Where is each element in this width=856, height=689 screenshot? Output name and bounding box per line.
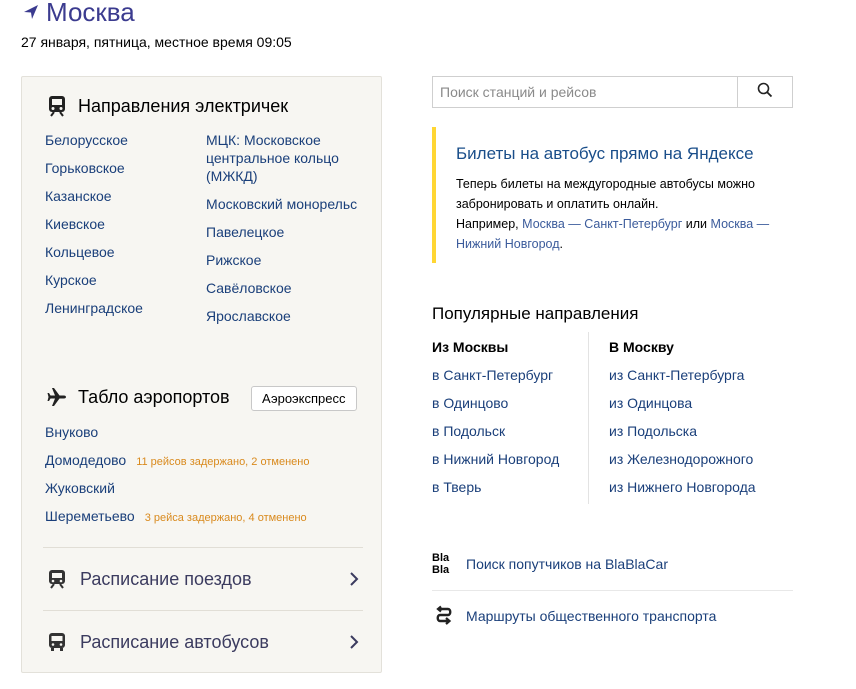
airport-row	[45, 452, 309, 468]
train-icon	[46, 95, 68, 117]
direction-link[interactable]: Белорусское	[45, 132, 128, 148]
promo-end: .	[559, 237, 563, 251]
search-box	[432, 76, 793, 108]
airport-row	[45, 480, 115, 496]
direction-link[interactable]: Ярославское	[206, 308, 291, 324]
route-link[interactable]: из Одинцова	[609, 395, 693, 411]
bus-schedule-label[interactable]: Расписание автобусов	[80, 631, 269, 652]
blablacar-link[interactable]: Поиск попутчиков на BlaBlaCar	[466, 556, 668, 572]
train-icon	[46, 569, 68, 589]
train-schedule-row[interactable]	[46, 559, 361, 599]
airplane-icon	[46, 386, 68, 408]
airports-section-title: Табло аэропортов	[78, 386, 230, 407]
promo-route-link[interactable]: Москва — Санкт-Петербург	[522, 217, 683, 231]
trains-section-title: Направления электричек	[78, 95, 289, 116]
route-link[interactable]: в Санкт-Петербург	[432, 367, 554, 383]
blablacar-row	[432, 552, 668, 576]
delay-status: 3 рейса задержано, 4 отменено	[144, 512, 307, 524]
route-link[interactable]: из Санкт-Петербурга	[609, 367, 745, 383]
date-time-line: 27 января, пятница, местное время 09:05	[21, 34, 292, 50]
direction-link[interactable]: Савёловское	[206, 280, 292, 296]
chevron-right-icon	[347, 569, 361, 589]
direction-link[interactable]: Кольцевое	[45, 244, 115, 260]
location-header	[22, 0, 135, 28]
promo-route-link[interactable]: Москва — Нижний Новгород	[456, 217, 770, 251]
aeroexpress-button[interactable]: Аэроэкспресс	[251, 386, 357, 411]
transit-row	[432, 605, 716, 627]
promo-prefix: Например,	[456, 217, 523, 231]
direction-link[interactable]: Горьковское	[45, 160, 125, 176]
bus-tickets-promo	[432, 127, 794, 263]
search-input[interactable]	[433, 77, 737, 107]
airport-row	[45, 424, 98, 440]
location-arrow-icon[interactable]	[22, 3, 40, 21]
divider	[43, 610, 363, 611]
city-name[interactable]: Москва	[46, 0, 135, 27]
direction-link[interactable]: Киевское	[45, 216, 105, 232]
promo-text	[456, 174, 786, 254]
train-directions-right	[206, 131, 366, 325]
promo-examples	[456, 214, 786, 254]
to-moscow-heading: В Москву	[609, 339, 674, 355]
route-link[interactable]: из Железнодорожного	[609, 451, 754, 467]
direction-link[interactable]: Рижское	[206, 252, 262, 268]
direction-link[interactable]: Курское	[45, 272, 97, 288]
direction-link[interactable]: Московский монорельс	[206, 196, 358, 212]
airport-row	[45, 508, 307, 524]
to-moscow-list	[609, 338, 756, 506]
from-moscow-list	[432, 338, 559, 506]
route-link[interactable]: в Нижний Новгород	[432, 451, 560, 467]
route-icon	[432, 605, 456, 627]
trains-section-header	[46, 95, 288, 117]
promo-description: Теперь билеты на междугородные автобусы можно забронировать и оплатить онлайн.	[456, 177, 755, 211]
route-link[interactable]: в Тверь	[432, 479, 482, 495]
train-schedule-label[interactable]: Расписание поездов	[80, 568, 252, 589]
bus-schedule-row[interactable]	[46, 622, 361, 662]
promo-or: или	[682, 217, 711, 231]
column-divider	[588, 332, 589, 504]
transit-routes-link[interactable]: Маршруты общественного транспорта	[466, 608, 717, 624]
route-link[interactable]: из Нижнего Новгорода	[609, 479, 756, 495]
delay-status: 11 рейсов задержано, 2 отменено	[136, 456, 310, 468]
airport-link[interactable]: Шереметьево	[45, 508, 135, 524]
airport-link[interactable]: Домодедово	[45, 452, 127, 468]
direction-link[interactable]: МЦК: Московское центральное кольцо (МЖКД)	[206, 132, 339, 184]
direction-link[interactable]: Казанское	[45, 188, 112, 204]
route-link[interactable]: в Одинцово	[432, 395, 509, 411]
direction-link[interactable]: Павелецкое	[206, 224, 285, 240]
route-link[interactable]: из Подольска	[609, 423, 697, 439]
left-panel	[21, 76, 382, 673]
airport-link[interactable]: Жуковский	[45, 480, 115, 496]
divider	[43, 547, 363, 548]
bus-icon	[46, 632, 68, 652]
promo-title-link[interactable]: Билеты на автобус прямо на Яндексе	[456, 144, 754, 163]
divider	[432, 590, 793, 591]
popular-title: Популярные направления	[432, 304, 639, 323]
direction-link[interactable]: Ленинградское	[45, 300, 143, 316]
search-icon	[757, 82, 773, 103]
blablacar-logo-icon	[432, 552, 456, 576]
train-directions-left	[45, 131, 143, 317]
blablacar-logo: Bla Bla	[432, 552, 450, 576]
chevron-right-icon	[347, 632, 361, 652]
airport-link[interactable]: Внуково	[45, 424, 99, 440]
search-button[interactable]	[737, 77, 792, 107]
airports-section-header	[46, 386, 230, 408]
route-link[interactable]: в Подольск	[432, 423, 506, 439]
from-moscow-heading: Из Москвы	[432, 339, 509, 355]
